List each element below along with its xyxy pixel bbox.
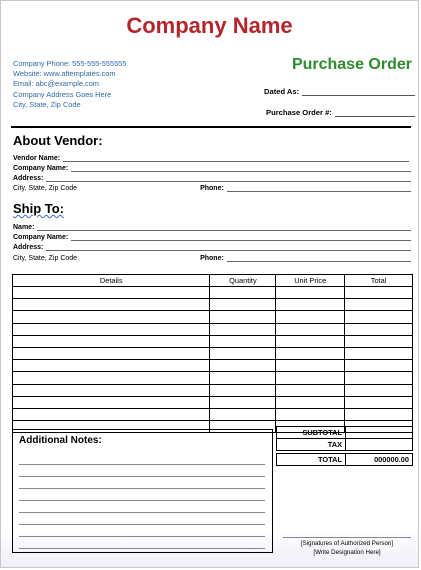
- cell-total[interactable]: [345, 384, 413, 396]
- cell-details[interactable]: [13, 299, 210, 311]
- column-header-quantity: Quantity: [210, 275, 276, 287]
- cell-unit-price[interactable]: [276, 408, 345, 420]
- table-row: [13, 335, 413, 347]
- cell-details[interactable]: [13, 287, 210, 299]
- ship-company-label: Company Name:: [13, 234, 69, 241]
- vendor-company-row[interactable]: [13, 163, 411, 172]
- ship-phone-label: Phone:: [200, 255, 224, 262]
- cell-details[interactable]: [13, 347, 210, 359]
- note-line[interactable]: [19, 464, 265, 465]
- cell-unit-price[interactable]: [276, 335, 345, 347]
- cell-unit-price[interactable]: [276, 384, 345, 396]
- vendor-address-label: Address:: [13, 175, 44, 182]
- ship-address-line[interactable]: [46, 242, 411, 251]
- page-title: Purchase Order: [291, 56, 412, 73]
- note-line[interactable]: [19, 524, 265, 525]
- cell-unit-price[interactable]: [276, 311, 345, 323]
- company-name: Company Name: [126, 13, 293, 38]
- company-website: Website: www.aftemplates.com: [13, 69, 116, 79]
- cell-details[interactable]: [13, 323, 210, 335]
- dated-as-field[interactable]: [264, 87, 415, 96]
- subtotal-row: [277, 427, 413, 439]
- cell-quantity[interactable]: [210, 408, 276, 420]
- ship-company-row[interactable]: [13, 232, 411, 241]
- note-line[interactable]: [19, 512, 265, 513]
- vendor-address-row[interactable]: [13, 173, 411, 182]
- ship-name-row[interactable]: [13, 222, 411, 231]
- vendor-name-row[interactable]: [13, 153, 409, 162]
- column-header-details: Details: [13, 275, 210, 287]
- ship-to-title-text: Ship To:: [13, 201, 65, 216]
- cell-details[interactable]: [13, 384, 210, 396]
- tax-row: [277, 439, 413, 451]
- cell-unit-price[interactable]: [276, 396, 345, 408]
- ship-city-phone-row[interactable]: [13, 253, 411, 262]
- note-line[interactable]: [19, 476, 265, 477]
- cell-total[interactable]: [345, 287, 413, 299]
- vendor-company-label: Company Name:: [13, 165, 69, 172]
- vendor-phone-line[interactable]: [227, 183, 411, 192]
- items-table: [12, 274, 413, 433]
- ship-address-row[interactable]: [13, 242, 411, 251]
- table-row: [13, 360, 413, 372]
- cell-quantity[interactable]: [210, 384, 276, 396]
- header-divider: [11, 126, 411, 128]
- cell-unit-price[interactable]: [276, 347, 345, 359]
- table-row: [13, 347, 413, 359]
- cell-quantity[interactable]: [210, 299, 276, 311]
- po-number-field[interactable]: [266, 108, 415, 117]
- signature-block[interactable]: [283, 537, 411, 557]
- vendor-company-line[interactable]: [71, 163, 411, 172]
- note-line[interactable]: [19, 488, 265, 489]
- cell-quantity[interactable]: [210, 335, 276, 347]
- additional-notes-box[interactable]: [12, 429, 273, 553]
- company-city: City, State, Zip Code: [13, 99, 81, 109]
- ship-to-section-title: [13, 201, 64, 216]
- designation-caption: [Write Designation Here]: [313, 549, 381, 556]
- cell-details[interactable]: [13, 335, 210, 347]
- note-line[interactable]: [19, 500, 265, 501]
- ship-address-label: Address:: [13, 244, 44, 251]
- column-header-total: Total: [345, 275, 413, 287]
- cell-quantity[interactable]: [210, 396, 276, 408]
- vendor-phone-label: Phone:: [200, 185, 224, 192]
- cell-details[interactable]: [13, 372, 210, 384]
- signature-caption: [Signatures of Authorized Person]: [300, 540, 394, 547]
- cell-total[interactable]: [345, 396, 413, 408]
- tax-value[interactable]: [346, 439, 413, 451]
- cell-total[interactable]: [345, 372, 413, 384]
- po-number-line[interactable]: [335, 108, 415, 117]
- items-body: [13, 287, 413, 433]
- vendor-name-label: Vendor Name:: [13, 155, 61, 162]
- vendor-city-phone-row[interactable]: [13, 183, 411, 192]
- dated-as-label: Dated As:: [264, 87, 300, 96]
- ship-phone-line[interactable]: [227, 253, 411, 262]
- cell-total[interactable]: [345, 311, 413, 323]
- vendor-city-label: City, State, Zip Code: [13, 185, 78, 192]
- tax-label: TAX: [277, 439, 346, 451]
- cell-details[interactable]: [13, 408, 210, 420]
- cell-total[interactable]: [345, 408, 413, 420]
- cell-details[interactable]: [13, 396, 210, 408]
- cell-details[interactable]: [13, 311, 210, 323]
- cell-unit-price[interactable]: [276, 323, 345, 335]
- totals-table: [276, 426, 413, 466]
- ship-name-label: Name:: [13, 224, 35, 231]
- table-row: [13, 287, 413, 299]
- vendor-section-title: About Vendor:: [13, 133, 103, 148]
- total-label: TOTAL: [277, 454, 346, 466]
- items-header-row: [13, 275, 413, 287]
- company-email: Email: abc@example.com: [13, 79, 99, 89]
- cell-total[interactable]: [345, 335, 413, 347]
- table-row: [13, 323, 413, 335]
- table-row: [13, 384, 413, 396]
- cell-details[interactable]: [13, 360, 210, 372]
- subtotal-value[interactable]: [346, 427, 413, 439]
- ship-city-label: City, State, Zip Code: [13, 255, 78, 262]
- cell-total[interactable]: [345, 360, 413, 372]
- company-phone: Company Phone: 555-555-555555: [13, 59, 127, 68]
- table-row: [13, 311, 413, 323]
- cell-total[interactable]: [345, 323, 413, 335]
- cell-total[interactable]: [345, 299, 413, 311]
- table-row: [13, 299, 413, 311]
- cell-quantity[interactable]: [210, 311, 276, 323]
- cell-quantity[interactable]: [210, 287, 276, 299]
- column-header-unit-price: Unit Price: [276, 275, 345, 287]
- dated-as-line[interactable]: [302, 87, 415, 96]
- cell-quantity[interactable]: [210, 360, 276, 372]
- total-value[interactable]: 000000.00: [346, 454, 413, 466]
- vendor-address-line[interactable]: [46, 173, 411, 182]
- cell-quantity[interactable]: [210, 372, 276, 384]
- ship-name-line[interactable]: [37, 222, 411, 231]
- ship-company-line[interactable]: [71, 232, 411, 241]
- table-row: [13, 372, 413, 384]
- note-line[interactable]: [19, 548, 265, 549]
- cell-quantity[interactable]: [210, 347, 276, 359]
- table-row: [13, 396, 413, 408]
- vendor-name-line[interactable]: [63, 153, 409, 162]
- po-number-label: Purchase Order #:: [266, 108, 332, 117]
- company-contact-block: [13, 59, 126, 110]
- cell-unit-price[interactable]: [276, 372, 345, 384]
- cell-unit-price[interactable]: [276, 360, 345, 372]
- additional-notes-title: Additional Notes:: [19, 435, 102, 446]
- subtotal-label: SUBTOTAL: [277, 427, 346, 439]
- cell-total[interactable]: [345, 347, 413, 359]
- table-row: [13, 408, 413, 420]
- cell-quantity[interactable]: [210, 323, 276, 335]
- company-address: Company Address Goes Here: [13, 89, 112, 99]
- note-line[interactable]: [19, 536, 265, 537]
- cell-unit-price[interactable]: [276, 299, 345, 311]
- cell-unit-price[interactable]: [276, 287, 345, 299]
- total-row: [277, 454, 413, 466]
